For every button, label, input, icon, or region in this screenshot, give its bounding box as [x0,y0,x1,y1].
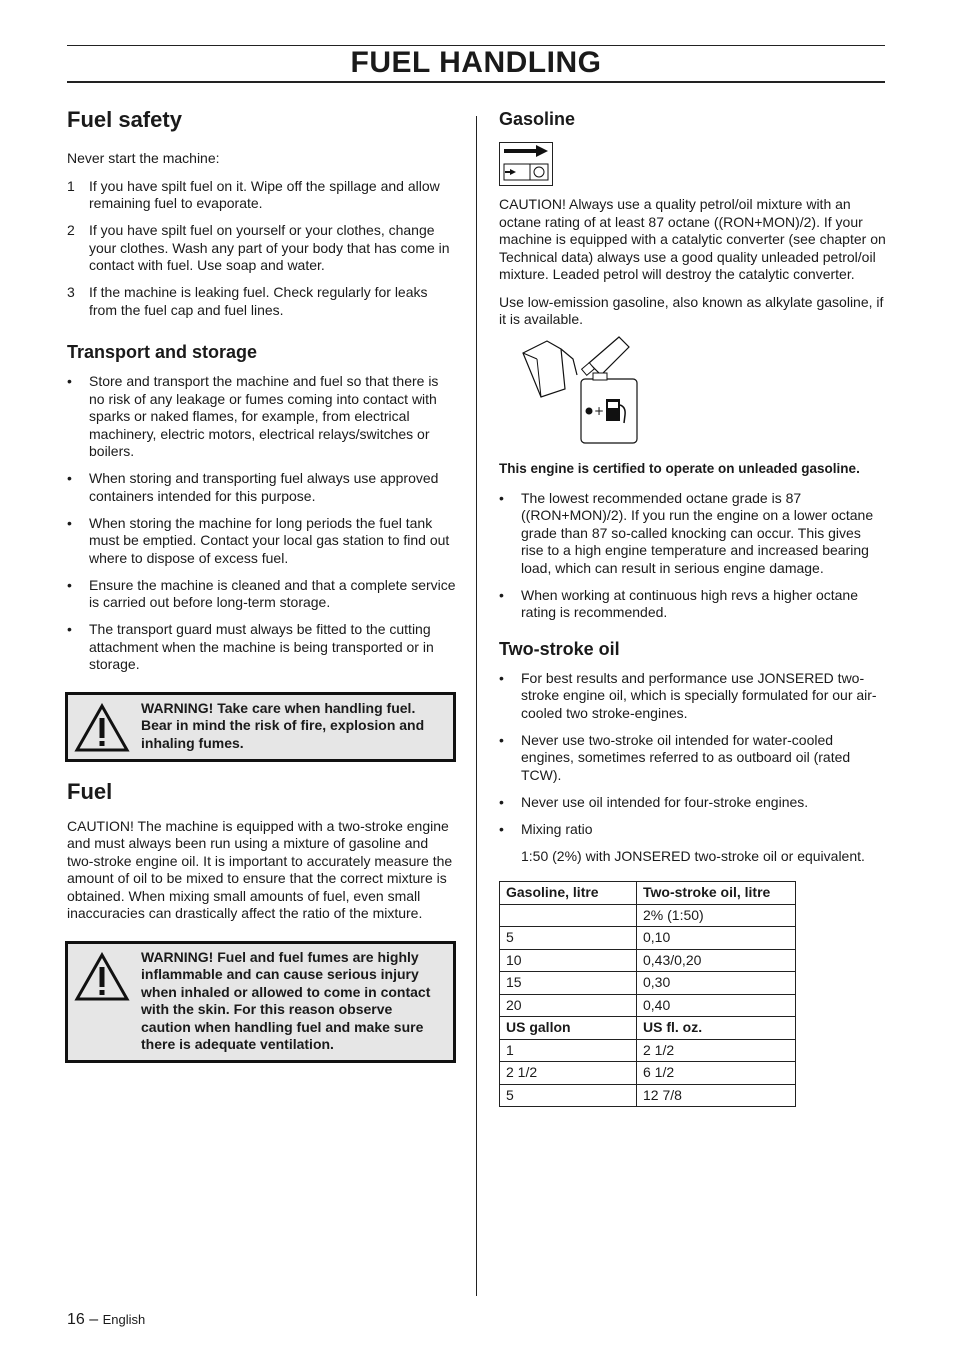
warning-box-fumes [65,941,456,1063]
table-row [500,927,796,950]
list-item: • Never use oil intended for four-stroke engines. [499,793,809,810]
right-column [499,108,887,1107]
fuel-pump-symbol [499,142,553,186]
list-item: • When working at continuous high revs a higher octane rating is recommended. [499,586,858,620]
warning-triangle-icon [74,952,130,1002]
warning-box-handling [65,692,456,762]
svg-text:+: + [594,403,605,418]
table-cell: Gasoline, litre [500,882,637,905]
footer-language: English [102,1312,146,1327]
table-cell: 5 [500,1084,637,1107]
fuel-heading: Fuel [67,778,113,804]
table-cell: 2 1/2 [637,1039,796,1062]
table-cell: 12 7/8 [637,1084,796,1107]
list-item: 2 If you have spilt fuel on yourself or your clothes, change your clothes. Wash any part of your body that has come in contact with fuel. Use soap and water. [67,222,450,273]
page-title: FUEL HANDLING [350,46,602,79]
two-stroke-heading: Two-stroke oil [499,638,620,659]
table-cell [500,904,637,927]
table-row [500,994,796,1017]
mixing-ratio-note: 1:50 (2%) with JONSERED two-stroke oil or equivalent. [521,847,865,864]
fuel-safety-heading: Fuel safety [67,107,182,132]
table-row [500,1084,796,1107]
fuel-safety-list [67,178,456,320]
table-cell: 2 1/2 [500,1062,637,1085]
list-item: • For best results and performance use JONSERED two-stroke engine oil, which is specially formulated for our air-cooled two stroke-engines. [499,669,877,721]
list-item: • Ensure the machine is cleaned and that a complete service is carried out before long-term storage. [67,576,456,610]
list-item: • When storing the machine for long periods the fuel tank must be emptied. Contact your local gas station to find out where to dispose of excess fuel. [67,514,450,566]
list-item: • The lowest recommended octane grade is 87 ((RON+MON)/2). If you run the engine on a lower octane grade than 87 so-called knocking can occur. This gives rise to a high engine temperature and increased bearing load, which can result in serious engine damage. [499,489,874,576]
table-cell: US fl. oz. [637,1017,796,1040]
table-cell: 0,40 [637,994,796,1017]
table-cell: 0,43/0,20 [637,949,796,972]
table-row [500,1062,796,1085]
mixing-table [499,881,796,1107]
table-row [500,882,796,905]
title-rule [67,81,885,83]
warning-text: WARNING! Take care when handling fuel. Bear in mind the risk of fire, explosion and inhaling fumes. [141,699,425,751]
table-cell: 2% (1:50) [637,904,796,927]
transport-list [67,373,456,674]
list-item: 3 If the machine is leaking fuel. Check regularly for leaks from the fuel cap and fuel lines. [67,284,428,318]
table-row [500,904,796,927]
transport-heading: Transport and storage [67,342,258,362]
table-cell: 5 [500,927,637,950]
table-cell: 15 [500,972,637,995]
warning-text: WARNING! Fuel and fuel fumes are highly inflammable and can cause serious injury when inhaled or allowed to come in contact with the skin. For this reason observe caution when handling fuel and make sure there is adequate ventilation. [141,948,431,1052]
list-item: • Store and transport the machine and fuel so that there is no risk of any leakage or fumes coming into contact with sparks or naked flames, for example, from electrical machinery, electric motors, electrical relays/switches or boilers. [67,373,439,459]
table-row [500,949,796,972]
list-item: • Never use two-stroke oil intended for water-cooled engines, sometimes referred to as outboard oil (rated TCW). [499,731,851,783]
column-divider [476,116,477,1296]
two-stroke-list [499,670,887,839]
low-emission-text: Use low-emission gasoline, also known as alkylate gasoline, if it is available. [499,293,884,327]
gasoline-caution: CAUTION! Always use a quality petrol/oil mixture with an octane rating of at least 87 octane ((RON+MON)/2). If your machine is equipped with a catalytic converter (see chapter on Technical data) always use a good quality unleaded petrol/oil mixture. Leaded petrol will destroy the catalytic converter. [499,196,886,282]
gasoline-heading: Gasoline [499,109,576,129]
certified-note: This engine is certified to operate on unleaded gasoline. [499,460,860,476]
table-cell: 0,30 [637,972,796,995]
list-item: • When storing and transporting fuel always use approved containers intended for this purpose. [67,470,439,504]
table-cell: 1 [500,1039,637,1062]
list-item: 1 If you have spilt fuel on it. Wipe off the spillage and allow remaining fuel to evaporate. [67,177,440,211]
table-cell: US gallon [500,1017,637,1040]
table-cell: 20 [500,994,637,1017]
fuel-mixing-illustration [519,335,649,447]
fuel-caution: CAUTION! The machine is equipped with a two-stroke engine and must always been run using a mixture of gasoline and two-stroke engine oil. It is important to accurately measure the amount of oil to be mixed to ensure that the correct mixture is obtained. When mixing small amounts of fuel, even small inaccuracies can drastically affect the ratio of the mixture. [67,817,453,921]
table-row [500,1017,796,1040]
table-cell: 0,10 [637,927,796,950]
list-item: • The transport guard must always be fitted to the cutting attachment when the machine is being transported or in storage. [67,621,434,672]
left-column [67,106,456,1063]
table-row [500,1039,796,1062]
list-item: • Mixing ratio [499,820,593,837]
table-cell: 6 1/2 [637,1062,796,1085]
fuel-safety-intro: Never start the machine: [67,150,220,166]
octane-list [499,490,887,622]
table-cell: 10 [500,949,637,972]
table-row [500,972,796,995]
warning-triangle-icon [74,703,130,753]
arrow-icon [500,143,552,185]
table-cell: Two-stroke oil, litre [637,882,796,905]
page-footer [67,1311,145,1329]
page-number: 16 – [67,1311,103,1328]
